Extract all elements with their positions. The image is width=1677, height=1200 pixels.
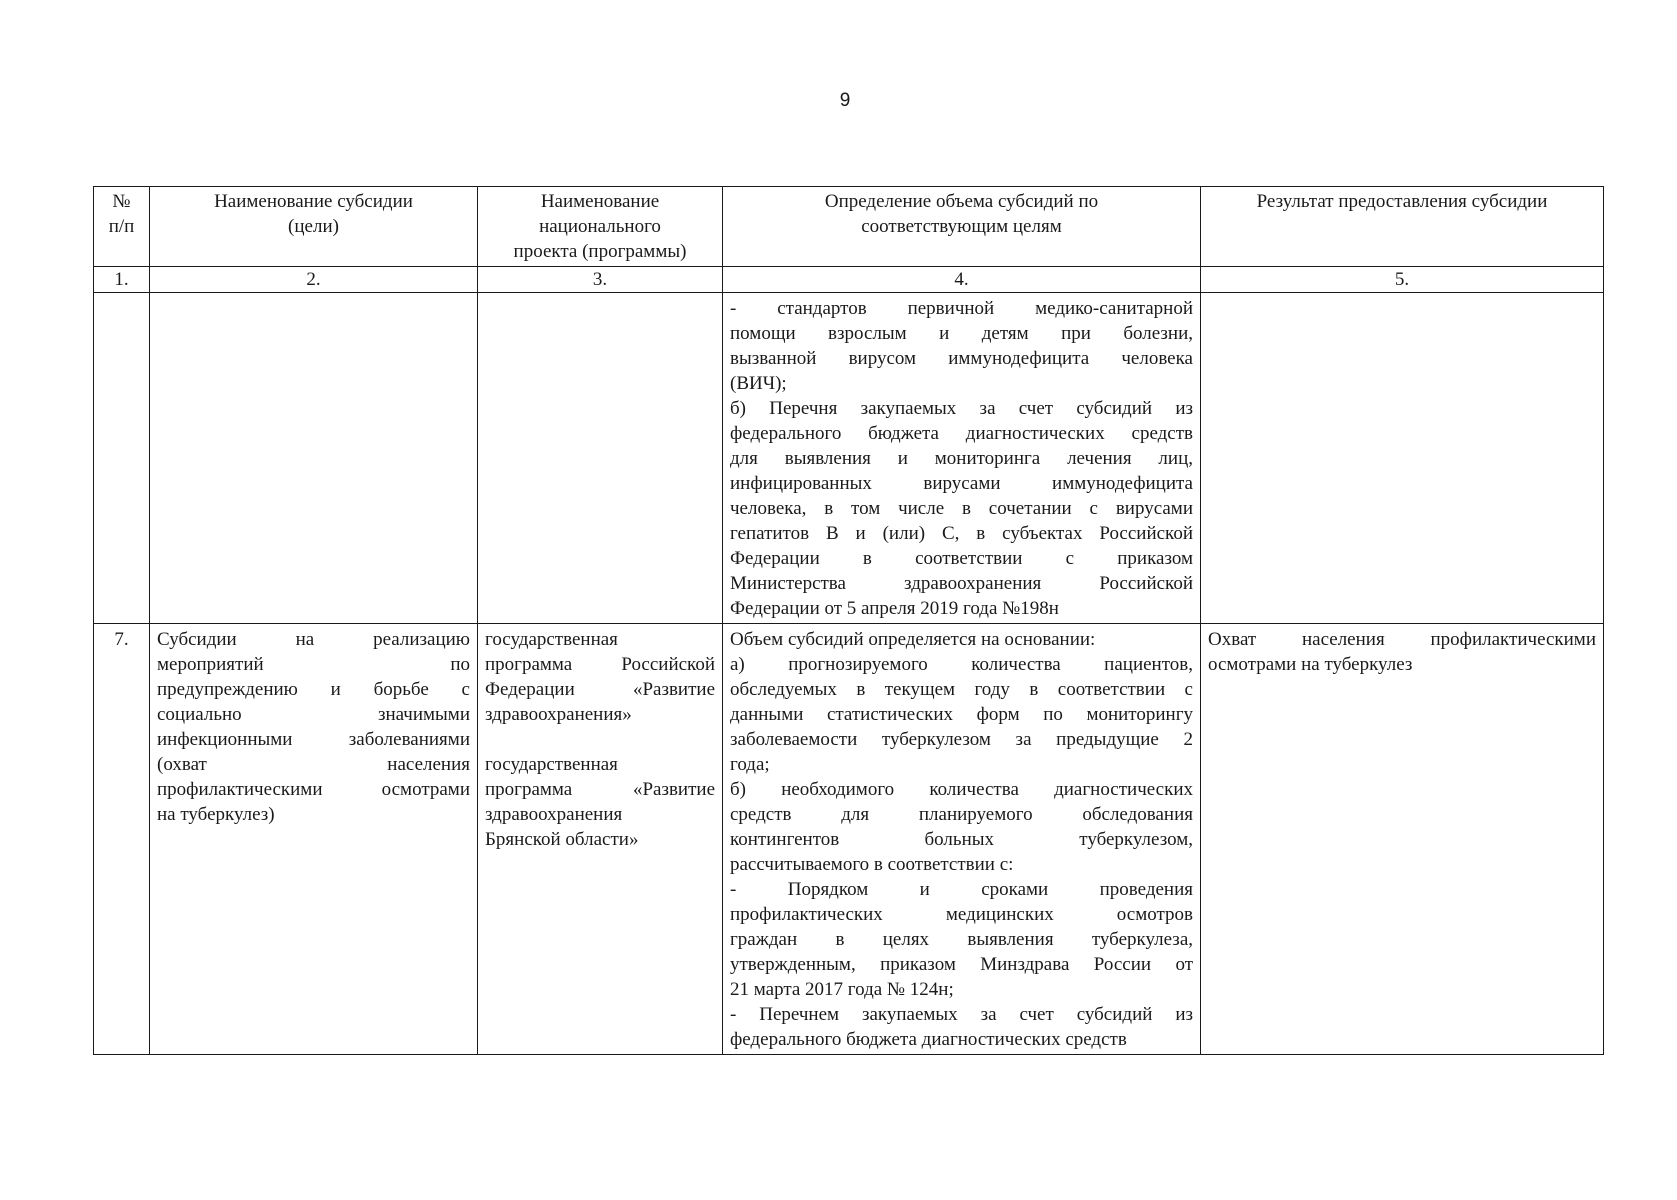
cell-num: 7. (94, 624, 150, 1055)
header-num: № п/п (94, 187, 150, 267)
table-row-7 (94, 624, 1604, 1055)
cell-num-empty (94, 293, 150, 624)
cell-name-empty (150, 293, 478, 624)
header-subsidy-name: Наименование субсидии (цели) (150, 187, 478, 267)
column-number: 4. (723, 267, 1201, 293)
subsidy-table (93, 186, 1604, 1055)
cell-result: Охват населения профилактическими осмотрами на туберкулез (1201, 624, 1604, 1055)
column-number: 1. (94, 267, 150, 293)
header-result: Результат предоставления субсидии (1201, 187, 1604, 267)
page-number: 9 (839, 90, 851, 111)
cell-volume-continued: - стандартов первичной медико-санитарной помощи взрослым и детям при болезни, вызванной вирусом иммунодефицита человека (ВИЧ); б) Перечня закупаемых за счет субсидий из федерального бюджета диагностических средств для выявления и мониторинга лечения лиц, инфицированных вирусами иммунодефицита человека, в том числе в сочетании с вирусами гепатитов В и (или) С, в субъектах Российской Федерации в соответствии с приказом Министерства здравоохранения Российской Федерации от 5 апреля 2019 года №198н (723, 293, 1201, 624)
header-project-name: Наименование национального проекта (программы) (478, 187, 723, 267)
cell-project-empty (478, 293, 723, 624)
column-numbering-row (94, 267, 1604, 293)
cell-subsidy-name: Субсидии на реализацию мероприятий по предупреждению и борьбе с социально значимыми инфекционными заболеваниями (охват населения профилактическими осмотрами на туберкулез) (150, 624, 478, 1055)
table-row-continued (94, 293, 1604, 624)
header-row (94, 187, 1604, 267)
column-number: 3. (478, 267, 723, 293)
column-number: 5. (1201, 267, 1604, 293)
header-volume-definition: Определение объема субсидий по соответствующим целям (723, 187, 1201, 267)
cell-volume-definition: Объем субсидий определяется на основании: а) прогнозируемого количества пациентов, обследуемых в текущем году в соответствии с данными статистических форм по мониторингу заболеваемости туберкулезом за предыдущие 2 года; б) необходимого количества диагностических средств для планируемого обследования контингентов больных туберкулезом, рассчитываемого в соответствии с: - Порядком и сроками проведения профилактических медицинских осмотров граждан в целях выявления туберкулеза, утвержденным, приказом Минздрава России от 21 марта 2017 года № 124н; - Перечнем закупаемых за счет субсидий из федерального бюджета диагностических средств (723, 624, 1201, 1055)
column-number: 2. (150, 267, 478, 293)
cell-project-name: государственная программа Российской Федерации «Развитие здравоохранения» государственная программа «Развитие здравоохранения Брянской области» (478, 624, 723, 1055)
cell-result-empty (1201, 293, 1604, 624)
